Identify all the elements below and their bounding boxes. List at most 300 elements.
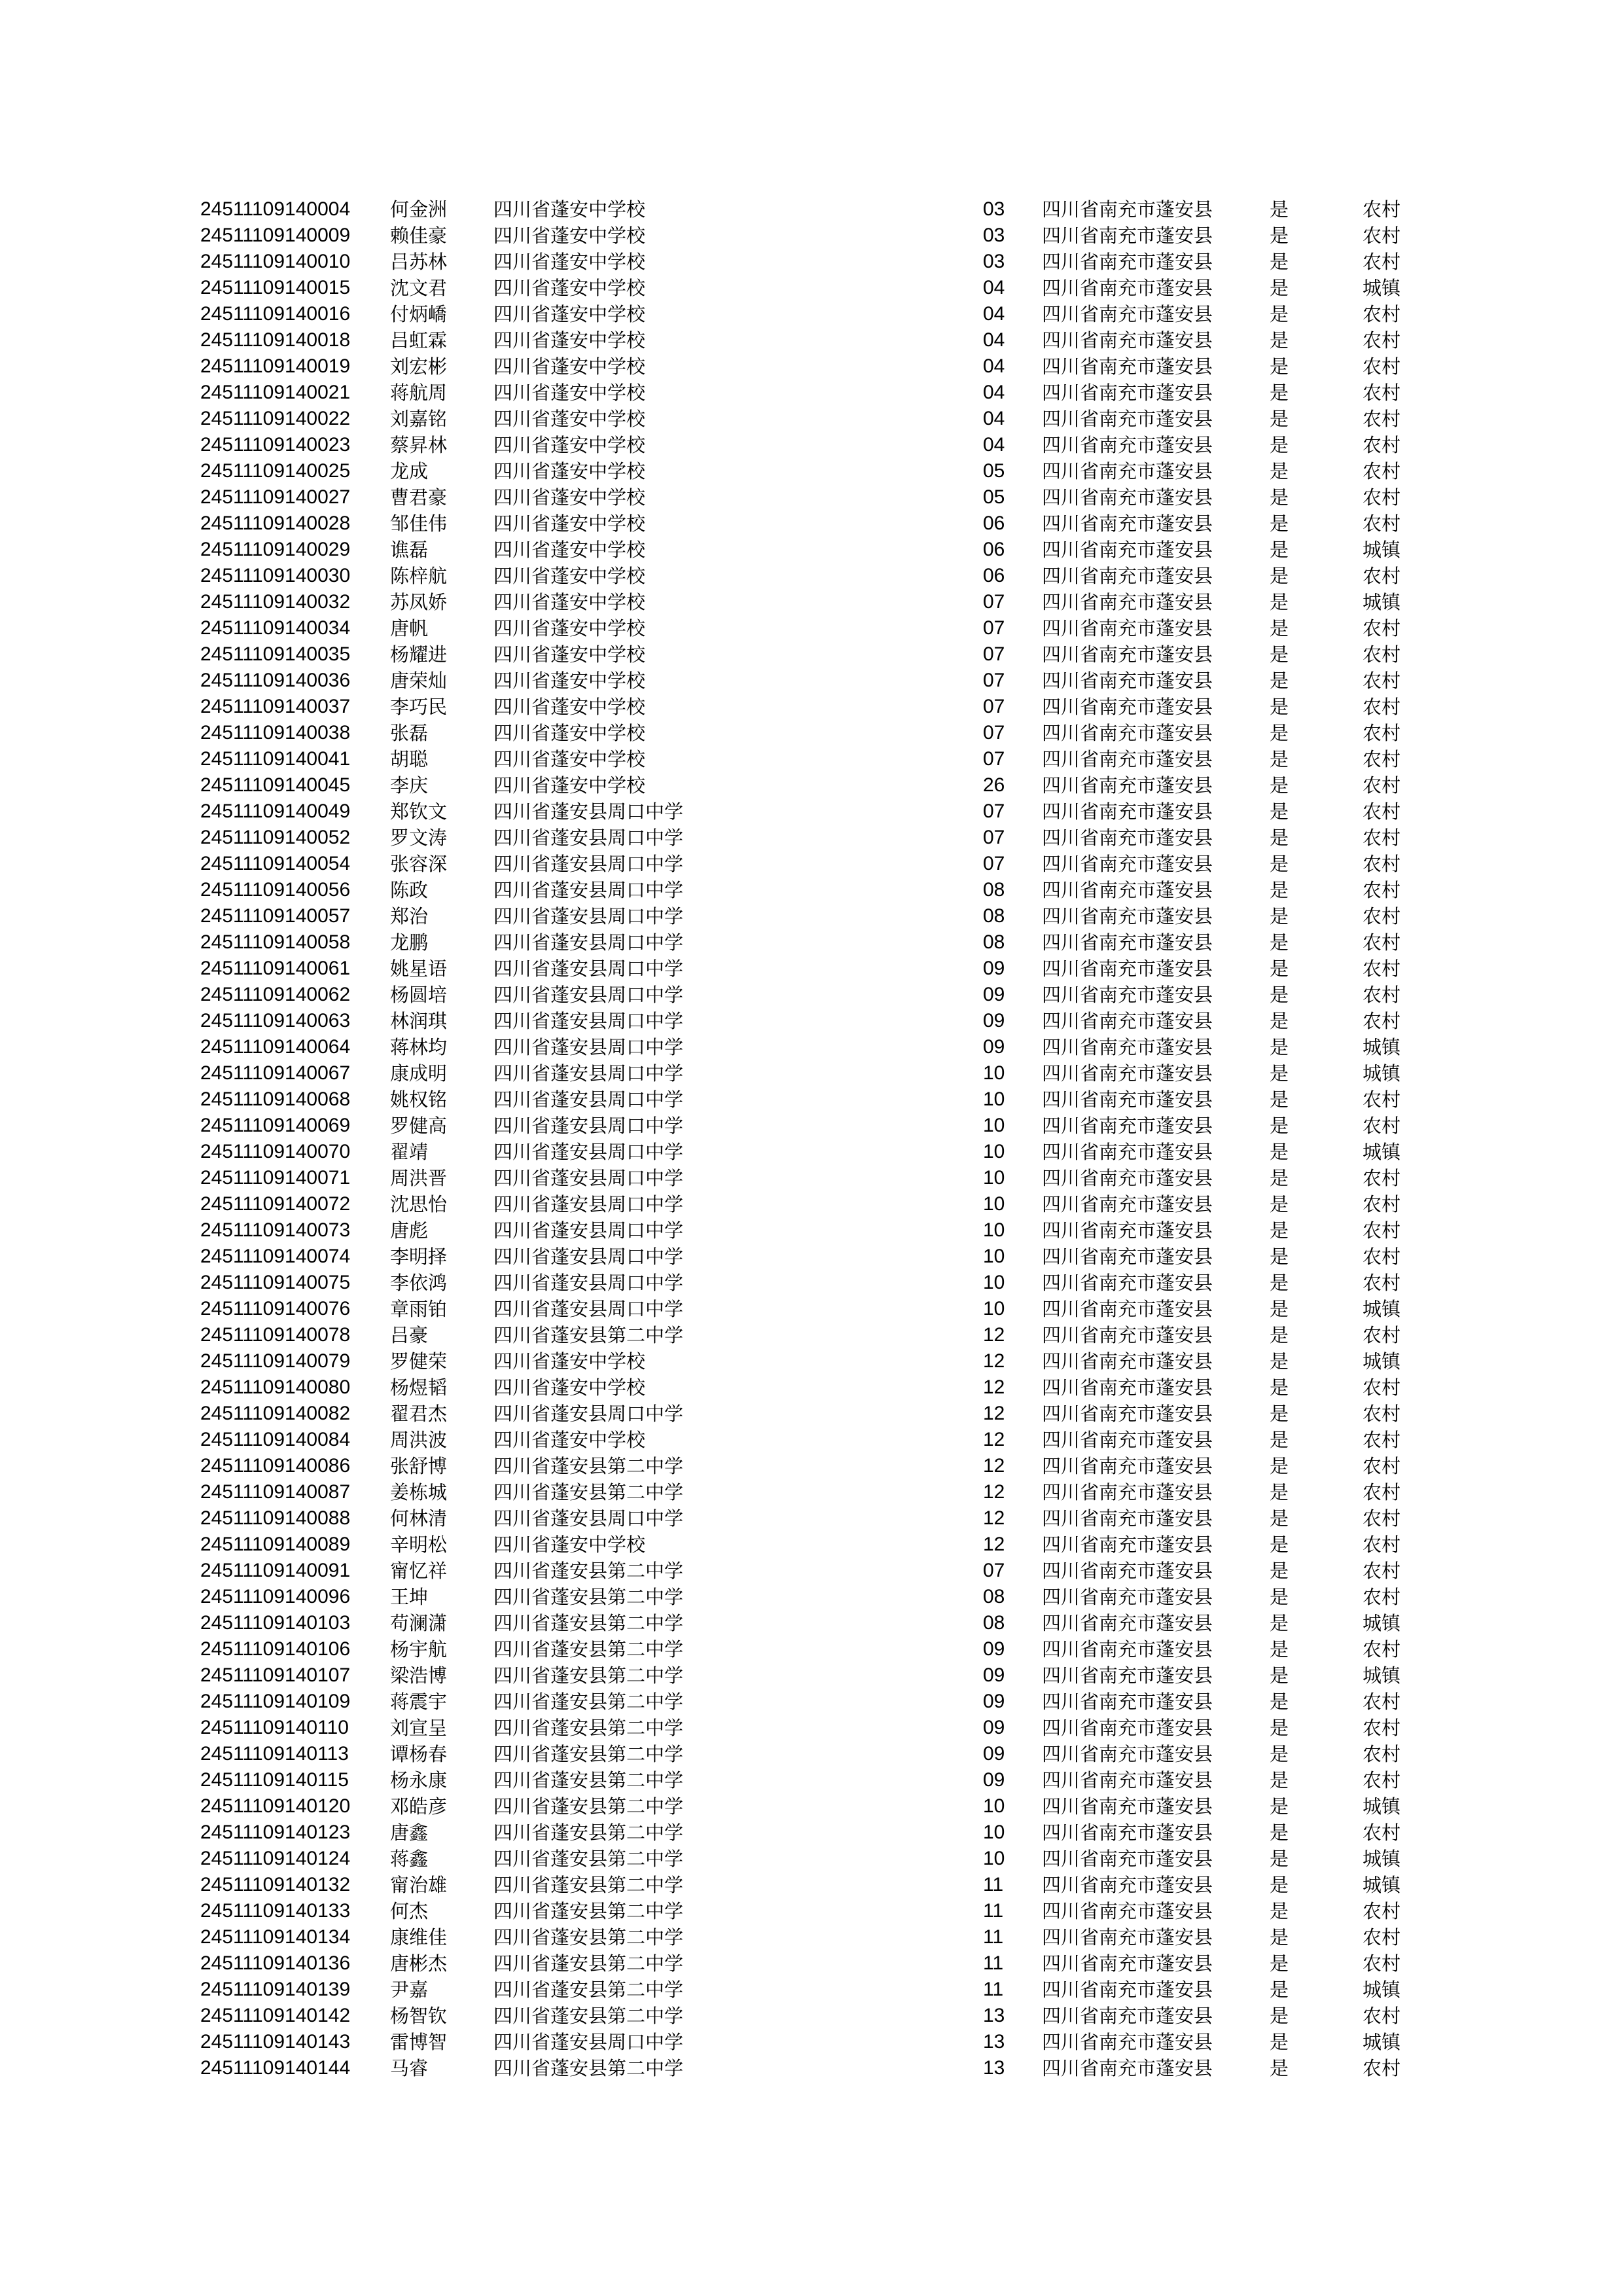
eligible-flag: 是 [1270,696,1289,718]
student-name: 郑治 [390,905,429,927]
school-name: 四川省蓬安中学校 [493,1350,646,1372]
residence-type: 农村 [1363,670,1401,692]
class-number: 04 [983,303,1005,325]
student-id: 24511109140037 [200,696,351,717]
table-row [0,353,1623,380]
eligible-flag: 是 [1270,931,1289,954]
school-name: 四川省蓬安县第二中学 [493,1743,684,1765]
student-name: 吕苏林 [390,251,448,273]
student-name: 马睿 [390,2057,429,2079]
table-row [0,1610,1623,1636]
class-number: 13 [983,2031,1005,2053]
student-id: 24511109140036 [200,670,351,691]
residence-type: 农村 [1363,512,1401,535]
class-number: 04 [983,408,1005,429]
school-name: 四川省蓬安中学校 [493,539,646,561]
region: 四川省南充市蓬安县 [1042,1979,1213,2001]
class-number: 06 [983,512,1005,534]
school-name: 四川省蓬安县第二中学 [493,1769,684,1791]
class-number: 12 [983,1455,1005,1477]
school-name: 四川省蓬安县周口中学 [493,1193,684,1215]
student-id: 24511109140049 [200,800,351,822]
student-id: 24511109140062 [200,984,351,1005]
student-name: 刘宏彬 [390,355,448,378]
table-row [0,589,1623,615]
residence-type: 农村 [1363,565,1401,587]
table-row [0,877,1623,903]
student-id: 24511109140132 [200,1874,351,1895]
table-row [0,1217,1623,1244]
table-row [0,537,1623,563]
residence-type: 农村 [1363,696,1401,718]
student-id: 24511109140115 [200,1769,349,1791]
table-row [0,223,1623,249]
student-id: 24511109140082 [200,1403,351,1424]
table-row [0,1060,1623,1086]
residence-type: 农村 [1363,1115,1401,1137]
region: 四川省南充市蓬安县 [1042,277,1213,299]
student-name: 周洪波 [390,1429,448,1451]
school-name: 四川省蓬安县第二中学 [493,1612,684,1634]
table-row [0,929,1623,956]
student-id: 24511109140068 [200,1088,351,1110]
class-number: 03 [983,251,1005,272]
eligible-flag: 是 [1270,1979,1289,2001]
region: 四川省南充市蓬安县 [1042,1429,1213,1451]
school-name: 四川省蓬安中学校 [493,670,646,692]
region: 四川省南充市蓬安县 [1042,1403,1213,1425]
eligible-flag: 是 [1270,1403,1289,1425]
region: 四川省南充市蓬安县 [1042,512,1213,535]
residence-type: 农村 [1363,1743,1401,1765]
student-name: 杨圆培 [390,984,448,1006]
residence-type: 农村 [1363,1219,1401,1242]
student-name: 沈文君 [390,277,448,299]
region: 四川省南充市蓬安县 [1042,1717,1213,1739]
region: 四川省南充市蓬安县 [1042,1193,1213,1215]
class-number: 05 [983,486,1005,508]
eligible-flag: 是 [1270,224,1289,247]
table-row [0,1532,1623,1558]
table-row [0,825,1623,851]
student-name: 谭杨春 [390,1743,448,1765]
eligible-flag: 是 [1270,1638,1289,1660]
class-number: 12 [983,1429,1005,1450]
class-number: 09 [983,1769,1005,1791]
school-name: 四川省蓬安县第二中学 [493,1638,684,1660]
class-number: 07 [983,591,1005,613]
eligible-flag: 是 [1270,722,1289,744]
student-name: 李明择 [390,1246,448,1268]
table-row [0,1034,1623,1060]
region: 四川省南充市蓬安县 [1042,565,1213,587]
student-name: 蒋林均 [390,1036,448,1058]
student-id: 24511109140106 [200,1638,351,1660]
eligible-flag: 是 [1270,251,1289,273]
region: 四川省南充市蓬安县 [1042,905,1213,927]
school-name: 四川省蓬安中学校 [493,434,646,456]
school-name: 四川省蓬安县周口中学 [493,1507,684,1530]
table-row [0,511,1623,537]
student-id: 24511109140084 [200,1429,351,1450]
region: 四川省南充市蓬安县 [1042,486,1213,509]
student-name: 章雨铂 [390,1298,448,1320]
student-name: 胡聪 [390,748,429,770]
student-id: 24511109140035 [200,643,351,665]
table-row [0,1846,1623,1872]
residence-type: 农村 [1363,224,1401,247]
class-number: 07 [983,722,1005,744]
eligible-flag: 是 [1270,827,1289,849]
school-name: 四川省蓬安中学校 [493,224,646,247]
student-id: 24511109140056 [200,879,351,901]
student-id: 24511109140109 [200,1691,351,1712]
school-name: 四川省蓬安中学校 [493,1429,646,1451]
region: 四川省南充市蓬安县 [1042,224,1213,247]
student-id: 24511109140028 [200,512,351,534]
region: 四川省南充市蓬安县 [1042,696,1213,718]
residence-type: 农村 [1363,1246,1401,1268]
school-name: 四川省蓬安县周口中学 [493,1272,684,1294]
table-row [0,458,1623,484]
region: 四川省南充市蓬安县 [1042,1848,1213,1870]
school-name: 四川省蓬安县周口中学 [493,1088,684,1111]
region: 四川省南充市蓬安县 [1042,1534,1213,1556]
region: 四川省南充市蓬安县 [1042,355,1213,378]
student-name: 唐鑫 [390,1821,429,1844]
school-name: 四川省蓬安中学校 [493,329,646,351]
eligible-flag: 是 [1270,748,1289,770]
table-row [0,1689,1623,1715]
residence-type: 城镇 [1363,1062,1401,1085]
eligible-flag: 是 [1270,1664,1289,1687]
residence-type: 农村 [1363,774,1401,797]
eligible-flag: 是 [1270,303,1289,325]
eligible-flag: 是 [1270,1246,1289,1268]
residence-type: 城镇 [1363,1795,1401,1818]
table-row [0,1113,1623,1139]
student-id: 24511109140139 [200,1979,351,2000]
table-row [0,1715,1623,1741]
eligible-flag: 是 [1270,1586,1289,1608]
eligible-flag: 是 [1270,1743,1289,1765]
eligible-flag: 是 [1270,1560,1289,1582]
residence-type: 农村 [1363,1481,1401,1503]
eligible-flag: 是 [1270,984,1289,1006]
class-number: 09 [983,1036,1005,1058]
student-id: 24511109140073 [200,1219,351,1241]
class-number: 08 [983,905,1005,927]
student-id: 24511109140113 [200,1743,349,1765]
residence-type: 农村 [1363,1691,1401,1713]
school-name: 四川省蓬安县第二中学 [493,1560,684,1582]
student-id: 24511109140016 [200,303,351,325]
student-id: 24511109140025 [200,460,351,482]
class-number: 10 [983,1141,1005,1162]
school-name: 四川省蓬安县周口中学 [493,931,684,954]
region: 四川省南充市蓬安县 [1042,1324,1213,1346]
school-name: 四川省蓬安县第二中学 [493,1691,684,1713]
residence-type: 农村 [1363,1088,1401,1111]
eligible-flag: 是 [1270,591,1289,613]
student-name: 苏凤娇 [390,591,448,613]
region: 四川省南充市蓬安县 [1042,1821,1213,1844]
eligible-flag: 是 [1270,1952,1289,1975]
residence-type: 农村 [1363,1010,1401,1032]
student-name: 辛明松 [390,1534,448,1556]
residence-type: 农村 [1363,931,1401,954]
class-number: 04 [983,329,1005,351]
class-number: 07 [983,800,1005,822]
eligible-flag: 是 [1270,958,1289,980]
class-number: 05 [983,460,1005,482]
student-table [0,196,1623,2081]
school-name: 四川省蓬安县周口中学 [493,1036,684,1058]
class-number: 04 [983,355,1005,377]
school-name: 四川省蓬安中学校 [493,565,646,587]
school-name: 四川省蓬安中学校 [493,303,646,325]
student-id: 24511109140080 [200,1376,351,1398]
class-number: 04 [983,434,1005,456]
region: 四川省南充市蓬安县 [1042,1691,1213,1713]
region: 四川省南充市蓬安县 [1042,460,1213,482]
region: 四川省南充市蓬安县 [1042,853,1213,875]
residence-type: 城镇 [1363,1848,1401,1870]
student-name: 唐帆 [390,617,429,639]
region: 四川省南充市蓬安县 [1042,1455,1213,1477]
region: 四川省南充市蓬安县 [1042,1167,1213,1189]
table-row [0,903,1623,929]
table-row [0,1793,1623,1820]
table-row [0,1191,1623,1217]
eligible-flag: 是 [1270,486,1289,509]
student-name: 罗文涛 [390,827,448,849]
student-id: 24511109140009 [200,224,351,246]
table-row [0,563,1623,589]
school-name: 四川省蓬安县第二中学 [493,1664,684,1687]
student-id: 24511109140096 [200,1586,351,1607]
residence-type: 农村 [1363,1926,1401,1948]
table-row [0,1584,1623,1610]
student-id: 24511109140142 [200,2005,351,2026]
region: 四川省南充市蓬安县 [1042,1507,1213,1530]
student-name: 蒋鑫 [390,1848,429,1870]
class-number: 09 [983,1664,1005,1686]
eligible-flag: 是 [1270,198,1289,221]
residence-type: 城镇 [1363,2031,1401,2053]
residence-type: 农村 [1363,722,1401,744]
student-name: 甯治雄 [390,1874,448,1896]
table-row [0,2055,1623,2081]
student-id: 24511109140110 [200,1717,349,1738]
table-row [0,1767,1623,1793]
region: 四川省南充市蓬安县 [1042,1743,1213,1765]
class-number: 08 [983,1612,1005,1634]
student-id: 24511109140067 [200,1062,351,1084]
residence-type: 农村 [1363,800,1401,823]
student-name: 翟靖 [390,1141,429,1163]
class-number: 03 [983,198,1005,220]
school-name: 四川省蓬安县周口中学 [493,1115,684,1137]
eligible-flag: 是 [1270,1219,1289,1242]
region: 四川省南充市蓬安县 [1042,1036,1213,1058]
residence-type: 农村 [1363,2005,1401,2027]
residence-type: 农村 [1363,198,1401,221]
eligible-flag: 是 [1270,408,1289,430]
school-name: 四川省蓬安中学校 [493,617,646,639]
student-id: 24511109140072 [200,1193,351,1215]
student-id: 24511109140004 [200,198,351,220]
table-row [0,432,1623,458]
eligible-flag: 是 [1270,1350,1289,1372]
school-name: 四川省蓬安县第二中学 [493,1821,684,1844]
table-row [0,1270,1623,1296]
eligible-flag: 是 [1270,2005,1289,2027]
eligible-flag: 是 [1270,512,1289,535]
school-name: 四川省蓬安县周口中学 [493,1010,684,1032]
eligible-flag: 是 [1270,617,1289,639]
eligible-flag: 是 [1270,565,1289,587]
student-id: 24511109140069 [200,1115,351,1136]
table-row [0,406,1623,432]
class-number: 08 [983,1586,1005,1607]
class-number: 10 [983,1062,1005,1084]
school-name: 四川省蓬安中学校 [493,355,646,378]
school-name: 四川省蓬安县第二中学 [493,1717,684,1739]
residence-type: 农村 [1363,853,1401,875]
school-name: 四川省蓬安县周口中学 [493,1141,684,1163]
region: 四川省南充市蓬安县 [1042,748,1213,770]
table-row [0,1505,1623,1532]
table-row [0,2003,1623,2029]
eligible-flag: 是 [1270,670,1289,692]
residence-type: 城镇 [1363,1350,1401,1372]
region: 四川省南充市蓬安县 [1042,1874,1213,1896]
eligible-flag: 是 [1270,460,1289,482]
student-id: 24511109140107 [200,1664,351,1686]
school-name: 四川省蓬安县周口中学 [493,827,684,849]
table-row [0,1401,1623,1427]
table-row [0,772,1623,798]
table-row [0,1086,1623,1113]
eligible-flag: 是 [1270,539,1289,561]
residence-type: 农村 [1363,1376,1401,1399]
residence-type: 城镇 [1363,1664,1401,1687]
student-name: 姚星语 [390,958,448,980]
table-row [0,484,1623,511]
class-number: 12 [983,1507,1005,1529]
class-number: 11 [983,1926,1004,1948]
eligible-flag: 是 [1270,1088,1289,1111]
school-name: 四川省蓬安中学校 [493,696,646,718]
student-id: 24511109140015 [200,277,351,298]
region: 四川省南充市蓬安县 [1042,1560,1213,1582]
student-id: 24511109140086 [200,1455,351,1477]
eligible-flag: 是 [1270,1507,1289,1530]
table-row [0,1322,1623,1348]
school-name: 四川省蓬安县第二中学 [493,2057,684,2079]
student-name: 姚权铭 [390,1088,448,1111]
table-row [0,1427,1623,1453]
eligible-flag: 是 [1270,355,1289,378]
eligible-flag: 是 [1270,1455,1289,1477]
residence-type: 农村 [1363,434,1401,456]
student-name: 康维佳 [390,1926,448,1948]
table-row [0,275,1623,301]
table-row [0,851,1623,877]
class-number: 11 [983,1979,1004,2000]
residence-type: 农村 [1363,1638,1401,1660]
student-id: 24511109140123 [200,1821,351,1843]
student-name: 杨智钦 [390,2005,448,2027]
residence-type: 农村 [1363,1455,1401,1477]
table-row [0,1820,1623,1846]
class-number: 10 [983,1167,1005,1189]
eligible-flag: 是 [1270,1298,1289,1320]
residence-type: 农村 [1363,827,1401,849]
class-number: 09 [983,1010,1005,1031]
school-name: 四川省蓬安中学校 [493,774,646,797]
class-number: 12 [983,1403,1005,1424]
student-id: 24511109140063 [200,1010,351,1031]
table-row [0,1296,1623,1322]
eligible-flag: 是 [1270,1429,1289,1451]
table-row [0,746,1623,772]
student-id: 24511109140034 [200,617,351,639]
eligible-flag: 是 [1270,774,1289,797]
student-name: 蔡昇林 [390,434,448,456]
class-number: 10 [983,1115,1005,1136]
student-id: 24511109140045 [200,774,351,796]
region: 四川省南充市蓬安县 [1042,931,1213,954]
table-row [0,1165,1623,1191]
region: 四川省南充市蓬安县 [1042,1664,1213,1687]
table-row [0,1558,1623,1584]
residence-type: 城镇 [1363,1141,1401,1163]
region: 四川省南充市蓬安县 [1042,1795,1213,1818]
eligible-flag: 是 [1270,1010,1289,1032]
region: 四川省南充市蓬安县 [1042,643,1213,666]
eligible-flag: 是 [1270,1167,1289,1189]
eligible-flag: 是 [1270,1481,1289,1503]
region: 四川省南充市蓬安县 [1042,2031,1213,2053]
eligible-flag: 是 [1270,1848,1289,1870]
table-row [0,1139,1623,1165]
school-name: 四川省蓬安县周口中学 [493,905,684,927]
student-id: 24511109140054 [200,853,351,874]
class-number: 10 [983,1272,1005,1293]
class-number: 26 [983,774,1005,796]
region: 四川省南充市蓬安县 [1042,1769,1213,1791]
residence-type: 农村 [1363,1586,1401,1608]
school-name: 四川省蓬安县周口中学 [493,1298,684,1320]
eligible-flag: 是 [1270,905,1289,927]
class-number: 10 [983,1088,1005,1110]
region: 四川省南充市蓬安县 [1042,617,1213,639]
table-row [0,1453,1623,1479]
student-id: 24511109140023 [200,434,351,456]
eligible-flag: 是 [1270,800,1289,823]
region: 四川省南充市蓬安县 [1042,591,1213,613]
class-number: 10 [983,1298,1005,1319]
student-name: 康成明 [390,1062,448,1085]
student-name: 龙鹏 [390,931,429,954]
residence-type: 农村 [1363,1272,1401,1294]
student-name: 刘宣呈 [390,1717,448,1739]
student-name: 雷博智 [390,2031,448,2053]
student-name: 邓皓彦 [390,1795,448,1818]
table-row [0,641,1623,668]
